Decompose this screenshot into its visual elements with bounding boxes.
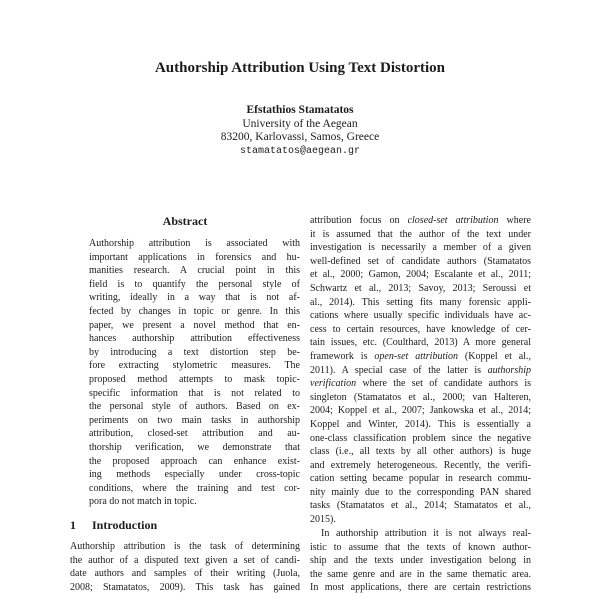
text-line: cations where usually specific individuals have ac- [310,310,531,322]
text-line: singleton (Stamatatos et al., 2000; van Halteren, [310,391,531,403]
text-line: thorship verification, we demonstrate that [89,441,300,453]
text-line: hances authorship attribution effectiveness [89,333,300,345]
text-line: ing methods especially under cross-topic [89,469,300,481]
text-line: well-defined set of candidate authors (Stamatatos [310,255,531,267]
text-line: tain issues, etc. (Coulthard, 2013) A more general [310,337,531,349]
text-line: writing, ideally in a way that is not af- [89,292,300,304]
text-line: paper, we present a novel method that en- [89,319,300,331]
section-title: Introduction [92,518,158,532]
left-column [70,0,300,600]
text-line: investigation is necessarily a member of a given [310,242,531,254]
text-line: fected by changes in topic or genre. In this [89,305,300,317]
section-number: 1 [70,518,76,532]
text-line: Authorship attribution is the task of determining [70,541,300,552]
text-line: specific information that is not related to [89,387,300,399]
text-line: one-class classification problem since the negative [310,432,531,444]
text-line: 2004; Koppel et al., 2007; Jankowska et al., 2014; [310,405,531,417]
introduction-text [70,540,300,594]
text-line: conditions, where the training and test cor- [89,482,300,494]
text-line: attribution, closed-set attribution and au- [89,428,300,440]
text-line: it is assumed that the author of the text under [310,228,531,240]
text-line: important applications in forensics and hu- [89,251,300,263]
text-line: nity mainly due to the corresponding PAN shared [310,486,531,498]
text-line: class (i.e., all texts by all other authors) is huge [310,446,531,458]
text-line: the author of a disputed text given a set of candi- [70,554,300,566]
text-line: cation setting became popular in research commu- [310,473,531,485]
text-line: istic to assume that the texts of known author- [310,541,531,553]
author-email: stamatatos@aegean.gr [239,145,361,157]
text-line: et al., 2000; Gamon, 2004; Escalante et al., 2011; [310,269,531,281]
text-line: 2015). [310,514,336,526]
body-paragraph [310,214,531,527]
text-line: 2011). A special case of the latter is authorship [310,364,531,376]
abstract-text [89,237,300,509]
text-line: fore extracting stylometric measures. The [89,360,300,372]
text-line: Authorship attribution is associated with [89,238,300,249]
text-line: the same genre and are in the same thematic area. [310,568,531,580]
text-line: attribution focus on closed-set attribution where [310,215,531,226]
text-line: verification where the set of candidate authors is [310,378,531,390]
text-line: the personal style of authors. Based on ex- [89,401,300,413]
text-line: cess to certain resources, have knowledge of cer- [310,323,531,335]
author-name: Efstathios Stamatatos [246,104,354,116]
abstract-heading: Abstract [162,214,208,228]
text-line: by introducing a text distortion step be- [89,346,300,358]
author-address: 83200, Karlovassi, Samos, Greece [220,131,380,143]
section-heading-introduction [70,518,157,533]
text-line: field is to quantify the personal style of [89,278,300,290]
text-line: the proposed approach can enhance exist- [89,455,300,467]
text-line: Schwartz et al., 2013; Savoy, 2013; Seroussi et [310,282,531,294]
text-line: 2008; Stamatatos, 2009). This task has gained [70,581,300,593]
text-line: tasks (Stamatatos et al., 2014; Stamatatos et al., [310,500,531,512]
text-line: framework is open-set attribution (Koppel et al., [310,350,531,362]
text-line: In most applications, there are certain restrictions [310,582,531,594]
text-line: ship and the texts under investigation belong in [310,555,531,567]
paper-title: Authorship Attribution Using Text Distortion [154,60,446,76]
text-line: pora do not match in topic. [89,496,197,508]
right-column [310,0,531,600]
text-line: manities research. A crucial point in this [89,265,300,277]
author-affiliation: University of the Aegean [242,117,358,130]
text-line: periments on two main tasks in authorship [89,414,300,426]
text-line: al., 2014). This setting fits many forensic appli- [310,296,531,308]
text-line: proposed method attempts to mask topic- [89,373,300,385]
body-paragraph [310,527,531,595]
text-line: and extremely heterogeneous. Recently, the verifi- [310,459,531,471]
text-line: In authorship attribution it is not always real- [321,528,531,539]
text-line: date authors and samples of their writing (Juola, [70,568,300,580]
text-line: Koppel and Winter, 2014). This is essentially a [310,418,531,430]
